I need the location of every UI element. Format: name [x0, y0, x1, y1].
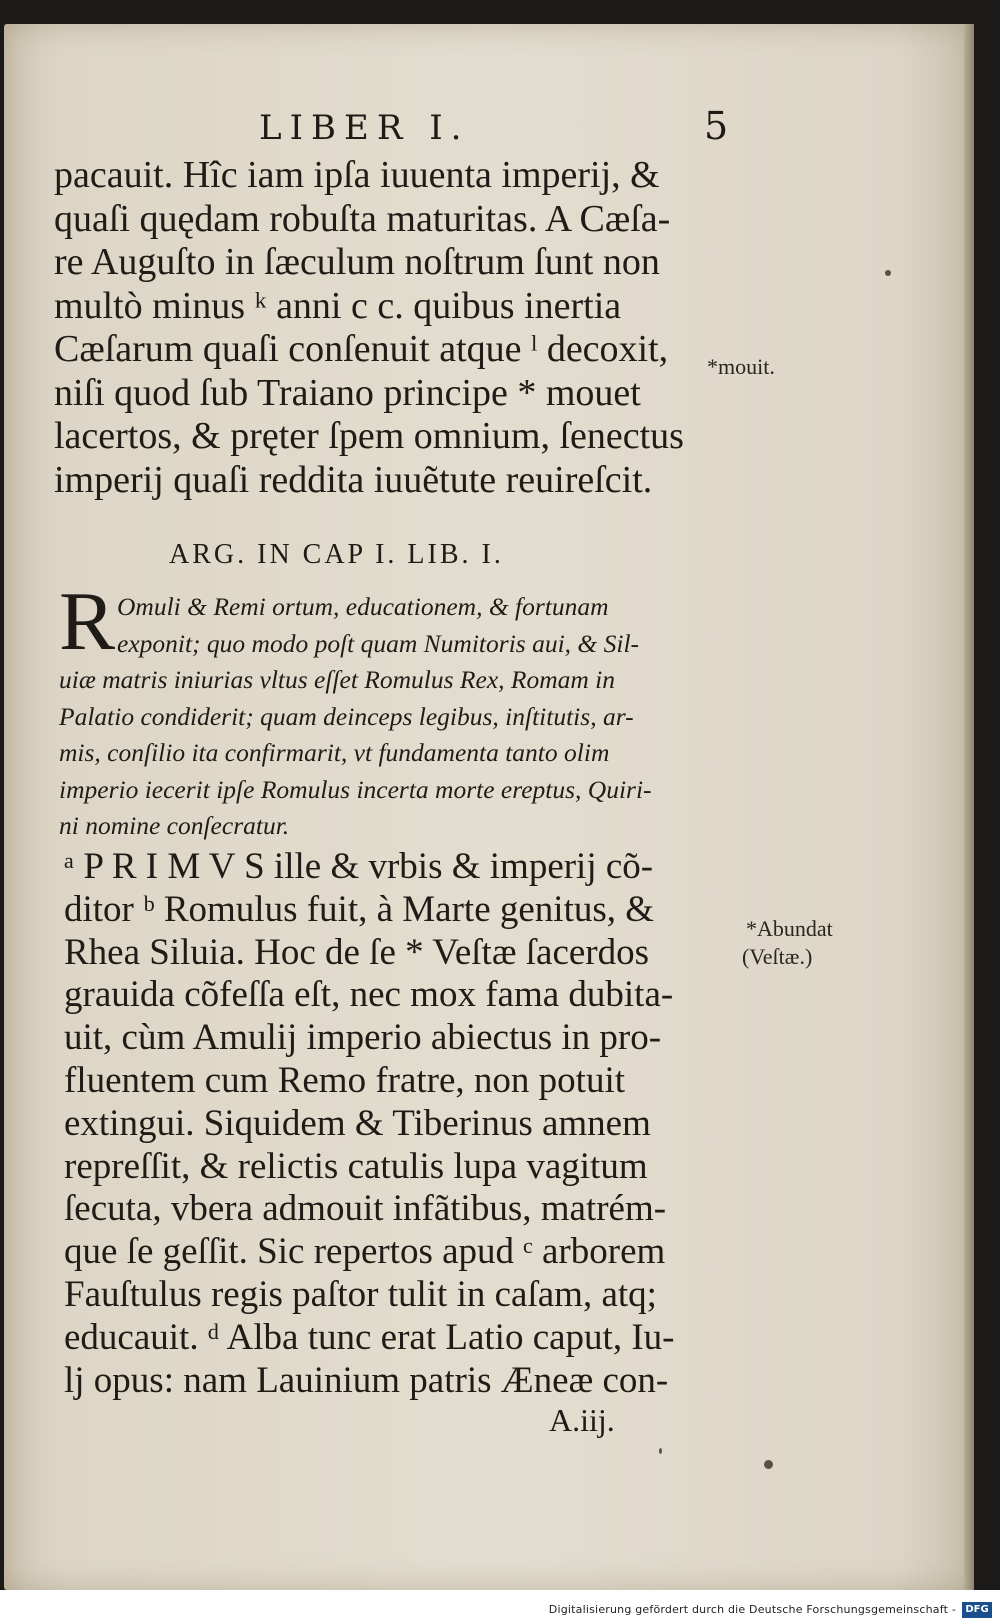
argument-line: ni nomine conſecratur. [59, 811, 290, 840]
argument-line: Palatio condiderit; quam deinceps legibus, inſtitutis, ar- [59, 701, 634, 731]
text-line: ſecuta, vbera admouit infãtibus, matrém- [64, 1188, 667, 1230]
margin-note-mouit: *mouit. [707, 354, 775, 379]
footer-credit: Digitalisierung gefördert durch die Deutsche Forschungsgemeinschaft - [548, 1603, 956, 1616]
text-line: pacauit. Hîc iam ipſa iuuenta imperij, & [54, 154, 660, 196]
running-header: LIBER I. [259, 108, 470, 148]
text-line: que ſe geſſit. Sic repertos apud ᶜ arborem [64, 1231, 666, 1273]
drop-cap: R [59, 575, 116, 668]
text-line: ditor ᵇ Romulus fuit, à Marte genitus, & [64, 888, 655, 930]
paper-speck [659, 1448, 662, 1454]
text-line: grauida cõfeſſa eſt, nec mox fama dubita- [64, 974, 674, 1016]
text-line: ᵃ P R I M V S ille & vrbis & imperij cõ- [64, 846, 654, 887]
text-line: niſi quod ſub Traiano principe * mouet [54, 371, 641, 414]
page-number: 5 [704, 104, 729, 148]
body-text-block [64, 846, 744, 1402]
main-text-block [54, 154, 744, 502]
footer-bar [0, 1590, 1000, 1623]
argument-line: exponit; quo modo poſt quam Numitoris aui, & Sil- [117, 628, 640, 658]
text-line: Fauſtulus regis paſtor tulit in caſam, atq; [64, 1273, 657, 1315]
paper-speck [885, 270, 891, 276]
argument-line: mis, conſilio ita confirmarit, vt fundamenta tanto olim [59, 738, 610, 767]
signature-mark: A.iij. [549, 1402, 615, 1438]
page-edge [964, 24, 974, 1590]
text-line: quaſi quędam robuſta maturitas. A Cæſa- [54, 197, 671, 240]
margin-note-vestae: (Veſtæ.) [742, 944, 813, 969]
text-line: educauit. ᵈ Alba tunc erat Latio caput, Iu- [64, 1316, 675, 1358]
text-line: Cæſarum quaſi conſenuit atque ˡ decoxit, [54, 328, 669, 370]
argument-text-block [59, 589, 739, 845]
book-page [4, 24, 974, 1590]
text-line: fluentem cum Remo fratre, non potuit [64, 1059, 626, 1101]
text-line: extingui. Siquidem & Tiberinus amnem [64, 1102, 651, 1144]
argument-line: Omuli & Remi ortum, educationem, & fortunam [117, 592, 609, 621]
argument-line: uiæ matris iniurias vltus eſſet Romulus Rex, Romam in [59, 665, 616, 694]
dfg-logo: DFG [962, 1602, 992, 1618]
text-line: uit, cùm Amulij imperio abiectus in pro- [64, 1017, 662, 1059]
text-line: Rhea Siluia. Hoc de ſe * Veſtæ ſacerdos [64, 931, 650, 973]
text-line: imperij quaſi reddita iuuẽtute reuireſcit. [54, 458, 653, 501]
text-line: lacertos, & pręter ſpem omnium, ſenectus [54, 415, 684, 457]
argument-title: ARG. IN CAP I. LIB. I. [169, 539, 504, 570]
text-line: lj opus: nam Lauinium patris Æneæ con- [64, 1359, 669, 1401]
argument-line: imperio iecerit ipſe Romulus incerta morte ereptus, Quiri- [59, 774, 652, 804]
text-line: repreſſit, & relictis catulis lupa vagitum [64, 1145, 648, 1187]
text-line: re Auguſto in ſæculum noſtrum ſunt non [54, 241, 660, 283]
margin-note-abundat: *Abundat [746, 916, 833, 941]
text-line: multò minus ᵏ anni c c. quibus inertia [54, 284, 622, 327]
paper-speck [764, 1460, 773, 1469]
